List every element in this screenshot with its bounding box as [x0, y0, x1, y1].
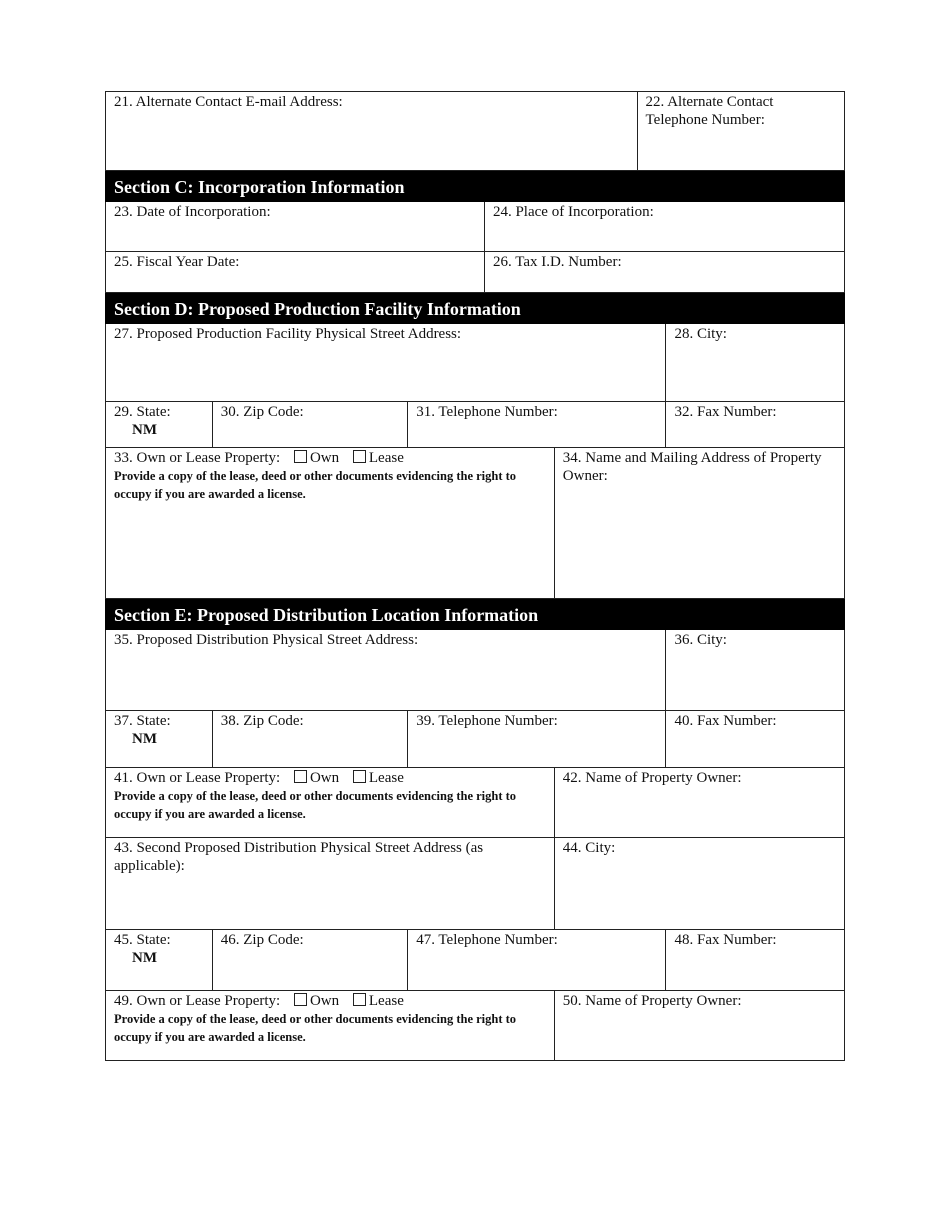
field-label: 44. City: — [562, 840, 616, 856]
production-city-field[interactable] — [666, 324, 844, 401]
second-distribution-fax-field[interactable] — [666, 930, 844, 990]
distribution-address-row — [105, 630, 845, 711]
production-own-lease-field — [106, 448, 555, 598]
second-distribution-state-field[interactable] — [106, 930, 213, 990]
state-value: NM — [132, 950, 157, 966]
field-label: 31. Telephone Number: — [416, 404, 558, 420]
distribution-property-row — [105, 768, 845, 838]
lease-label: Lease — [368, 770, 404, 786]
own-checkbox[interactable] — [294, 770, 307, 783]
field-label: 36. City: — [674, 632, 727, 648]
field-label: 39. Telephone Number: — [416, 713, 558, 729]
section-e-header: Section E: Proposed Distribution Location Information — [105, 599, 845, 630]
field-label: 45. State: — [114, 932, 171, 948]
alt-phone-field[interactable] — [638, 92, 844, 170]
distribution-own-lease-field — [106, 768, 555, 837]
lease-option[interactable] — [353, 770, 404, 786]
lease-checkbox[interactable] — [353, 993, 366, 1006]
field-label: 30. Zip Code: — [220, 404, 304, 420]
incorporation-row — [105, 202, 845, 252]
own-label: Own — [309, 770, 340, 786]
field-label: 27. Proposed Production Facility Physical Street Address: — [114, 326, 462, 342]
field-label: 22. Alternate Contact Telephone Number: — [645, 94, 774, 128]
production-fax-field[interactable] — [666, 402, 844, 447]
second-distribution-property-owner-field[interactable] — [555, 991, 844, 1060]
place-of-incorporation-field[interactable] — [485, 202, 844, 251]
lease-option[interactable] — [353, 993, 404, 1009]
field-label: 29. State: — [114, 404, 171, 420]
lease-checkbox[interactable] — [353, 770, 366, 783]
distribution-address-field[interactable] — [106, 630, 666, 710]
lease-note: Provide a copy of the lease, deed or other documents evidencing the right to occupy if you are awarded a license. — [114, 1012, 517, 1044]
field-label: 47. Telephone Number: — [416, 932, 558, 948]
lease-label: Lease — [368, 450, 404, 466]
second-distribution-address-row — [105, 838, 845, 930]
second-distribution-property-row — [105, 991, 845, 1061]
section-c-header: Section C: Incorporation Information — [105, 171, 845, 202]
second-distribution-contact-row — [105, 930, 845, 991]
production-state-field[interactable] — [106, 402, 213, 447]
distribution-property-owner-field[interactable] — [555, 768, 844, 837]
field-label: 24. Place of Incorporation: — [492, 204, 654, 220]
own-label: Own — [309, 993, 340, 1009]
lease-note: Provide a copy of the lease, deed or other documents evidencing the right to occupy if you are awarded a license. — [114, 469, 517, 501]
lease-checkbox[interactable] — [353, 450, 366, 463]
field-label: 48. Fax Number: — [674, 932, 777, 948]
field-label: 37. State: — [114, 713, 171, 729]
distribution-fax-field[interactable] — [666, 711, 844, 767]
distribution-city-field[interactable] — [666, 630, 844, 710]
production-address-row — [105, 324, 845, 402]
field-label: 35. Proposed Distribution Physical Street Address: — [114, 632, 419, 648]
field-label: 32. Fax Number: — [674, 404, 777, 420]
own-checkbox[interactable] — [294, 450, 307, 463]
section-d-header: Section D: Proposed Production Facility Information — [105, 293, 845, 324]
own-label: Own — [309, 450, 340, 466]
field-label: 34. Name and Mailing Address of Property Owner: — [562, 450, 822, 484]
second-distribution-own-lease-field — [106, 991, 555, 1060]
field-label: 33. Own or Lease Property: — [114, 450, 281, 466]
second-distribution-city-field[interactable] — [555, 838, 844, 929]
production-address-field[interactable] — [106, 324, 666, 401]
date-of-incorporation-field[interactable] — [106, 202, 485, 251]
distribution-zip-field[interactable] — [213, 711, 408, 767]
field-label: 25. Fiscal Year Date: — [114, 254, 240, 270]
own-option[interactable] — [294, 993, 339, 1009]
production-property-row — [105, 448, 845, 599]
fiscal-year-date-field[interactable] — [106, 252, 485, 292]
lease-option[interactable] — [353, 450, 404, 466]
alt-email-field[interactable] — [106, 92, 638, 170]
state-value: NM — [132, 731, 157, 747]
distribution-contact-row — [105, 711, 845, 768]
lease-label: Lease — [368, 993, 404, 1009]
field-label: 49. Own or Lease Property: — [114, 993, 281, 1009]
state-value: NM — [132, 422, 157, 438]
own-option[interactable] — [294, 770, 339, 786]
application-form — [105, 91, 845, 1061]
distribution-state-field[interactable] — [106, 711, 213, 767]
field-label: 40. Fax Number: — [674, 713, 777, 729]
field-label: 43. Second Proposed Distribution Physical Street Address (as applicable): — [114, 840, 484, 874]
production-phone-field[interactable] — [408, 402, 666, 447]
field-label: 41. Own or Lease Property: — [114, 770, 281, 786]
property-owner-address-field[interactable] — [555, 448, 844, 598]
production-contact-row — [105, 402, 845, 448]
second-distribution-address-field[interactable] — [106, 838, 555, 929]
tax-id-field[interactable] — [485, 252, 844, 292]
field-label: 46. Zip Code: — [220, 932, 304, 948]
own-option[interactable] — [294, 450, 339, 466]
second-distribution-zip-field[interactable] — [213, 930, 408, 990]
field-label: 23. Date of Incorporation: — [114, 204, 271, 220]
distribution-phone-field[interactable] — [408, 711, 666, 767]
field-label: 28. City: — [674, 326, 727, 342]
production-zip-field[interactable] — [213, 402, 408, 447]
field-label: 21. Alternate Contact E-mail Address: — [114, 94, 343, 110]
lease-note: Provide a copy of the lease, deed or other documents evidencing the right to occupy if you are awarded a license. — [114, 789, 517, 821]
own-checkbox[interactable] — [294, 993, 307, 1006]
field-label: 38. Zip Code: — [220, 713, 304, 729]
field-label: 50. Name of Property Owner: — [562, 993, 742, 1009]
fiscal-row — [105, 252, 845, 293]
second-distribution-phone-field[interactable] — [408, 930, 666, 990]
field-label: 26. Tax I.D. Number: — [492, 254, 622, 270]
contact-row — [105, 91, 845, 171]
field-label: 42. Name of Property Owner: — [562, 770, 742, 786]
